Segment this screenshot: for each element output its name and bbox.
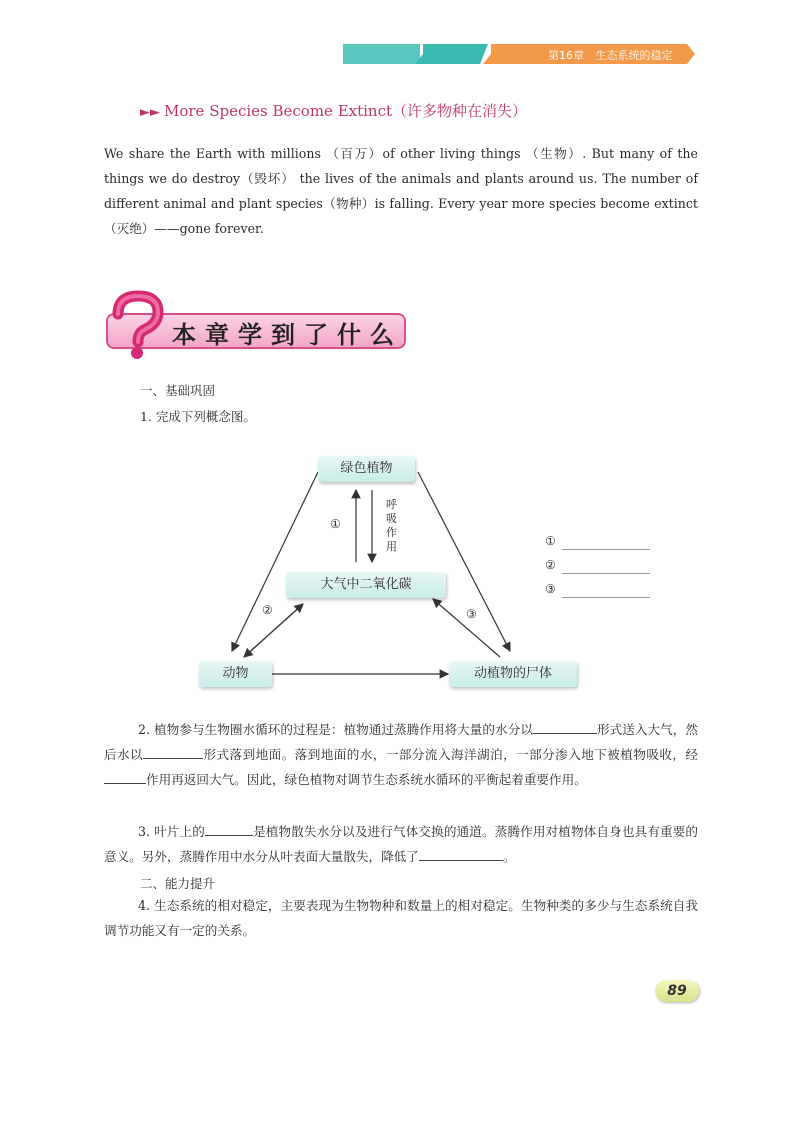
banner-title: 本章学到了什么	[172, 321, 403, 349]
blank-3	[104, 769, 146, 784]
question-1: 1. 完成下列概念图。	[140, 409, 256, 424]
english-paragraph: We share the Earth with millions （百万）of other living things （生物）. But many of the things we do destroy（毁坏） the lives of the animals and plants around us. The number of different animal and plant species（物种）is falling. Every year more species become extinct（灭绝）——gone forever.	[104, 146, 698, 236]
marker-1: ①	[330, 517, 341, 531]
question-3-part-1: 3. 叶片上的	[138, 824, 205, 839]
question-3-part-3: 。	[502, 849, 516, 864]
header-band-teal	[343, 44, 420, 64]
blank-4	[205, 821, 253, 836]
question-2-part-2: 形式送入大气，然后水以	[104, 722, 698, 762]
section-title	[140, 100, 527, 121]
answer-line-2	[562, 573, 650, 574]
answer-label-3: ③	[545, 582, 556, 596]
node-green-plant: 绿色植物	[318, 456, 415, 482]
marker-3: ③	[466, 607, 477, 621]
section-title-text: More Species Become Extinct（许多物种在消失）	[164, 102, 528, 120]
chapter-header	[548, 47, 673, 63]
question-2	[104, 717, 698, 792]
answer-line-1	[562, 549, 650, 550]
node-animal: 动物	[199, 661, 272, 687]
page-number: 89	[655, 980, 699, 1002]
answer-line-3	[562, 597, 650, 598]
blank-1	[533, 719, 597, 734]
answer-label-2: ②	[545, 558, 556, 572]
part2-heading: 二、能力提升	[140, 876, 216, 891]
arrow-plant-to-corpse	[418, 472, 510, 651]
arrow-co2-to-animal	[244, 604, 303, 657]
question-2-part-1: 2. 植物参与生物圈水循环的过程是：植物通过蒸腾作用将大量的水分以	[138, 722, 533, 737]
question-mark-icon	[100, 290, 170, 360]
header-band-teal-dark	[415, 44, 488, 64]
arrow-bullet-icon: ►►	[140, 105, 160, 120]
question-3	[104, 819, 698, 869]
question-2-part-4: 作用再返回大气。因此，绿色植物对调节生态系统水循环的平衡起着重要作用。	[146, 772, 587, 787]
marker-2: ②	[262, 603, 273, 617]
question-4: 4. 生态系统的相对稳定，主要表现为生物物种和数量上的相对稳定。生物种类的多少与生态系统自我调节功能又有一定的关系。	[104, 898, 698, 938]
part1-heading: 一、基础巩固	[140, 383, 216, 398]
blank-2	[143, 744, 203, 759]
chapter-title: 生态系统的稳定	[595, 49, 673, 62]
node-co2: 大气中二氧化碳	[286, 572, 446, 598]
respiration-label: 呼吸作用	[386, 498, 397, 553]
arrow-plant-to-animal	[232, 472, 318, 651]
node-corpse: 动植物的尸体	[449, 661, 577, 687]
question-3-part-2: 是植物散失水分以及进行气体交换的通道。蒸腾作用对植物体自身也具有重要的意义。另外，蒸腾作用中水分从叶表面大量散失，降低了	[104, 824, 698, 864]
answer-label-1: ①	[545, 534, 556, 548]
blank-5	[419, 846, 503, 861]
chapter-number: 第16章	[548, 49, 584, 62]
question-2-part-3: 形式落到地面。落到地面的水，一部分流入海洋湖泊，一部分渗入地下被植物吸收，经	[203, 747, 699, 762]
